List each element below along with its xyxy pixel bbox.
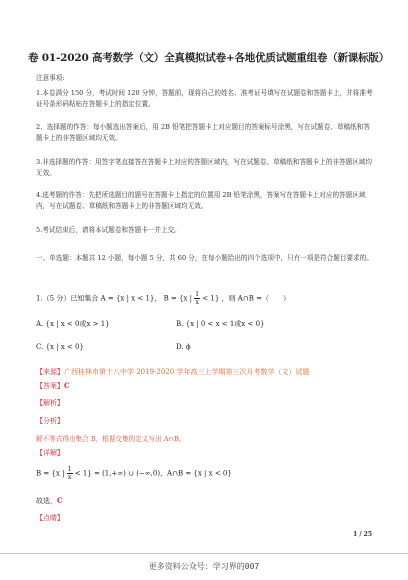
fenxi-text: 解不等式得出集合 B，根据交集的定义写出 A∩B。 <box>36 435 186 443</box>
option-label: C. <box>36 343 44 351</box>
option-a <box>36 319 110 329</box>
fenxi-tag: 【分析】 <box>36 417 64 425</box>
notice-item: 1.本卷满分 150 分，考试时间 120 分钟，答题前，现将自己的姓名、准考证号填写在试题卷和答题卡上，并将准考证号条形码粘贴在答题卡上的指定位置。 <box>36 89 373 108</box>
detail-tag: 【详解】 <box>36 449 64 457</box>
option-text: {x | 0 < x < 1或x < 0} <box>185 320 265 328</box>
selection-line <box>36 496 63 506</box>
footer-divider <box>0 553 408 554</box>
selection-value: C <box>57 496 63 505</box>
notice-item: 4.选考题的作答：先把所选题目的题号在答题卡上指定的位置用 2B 铅笔涂黑，答案写在答题卡上对应的答题区域内，写在试题卷、草稿纸和答题卡上的非答题区域均无效。 <box>36 191 366 210</box>
notice-item: 2、选择题的作答：每小题选出答案后，用 2B 铅笔把答题卡上对应题目的答案标号涂黑，写在试题卷、草稿纸和答题卡上的非答题区域均无效。 <box>36 123 370 142</box>
option-c <box>36 343 84 351</box>
source-line <box>36 367 309 377</box>
page-number: 1 / 25 <box>353 531 372 538</box>
notice-item: 5.考试结束后，请将本试题卷和答题卡一并上交。 <box>36 226 181 234</box>
option-d <box>176 343 191 351</box>
source-text: 广西桂林市第十八中学 2019-2020 学年高三上学期第三次月考数学（文）试题 <box>64 368 310 376</box>
equation-tail: < 1} = (1,+∞) ∪ (−∞,0)，A∩B = {x | x < 0} <box>74 469 232 478</box>
footer-text: 更多资料公众号：学习界的007 <box>148 562 260 571</box>
equation-lead: B = {x | <box>36 469 65 478</box>
option-label: A. <box>36 320 44 328</box>
fraction-numerator: 1 <box>195 291 200 298</box>
set-a: A = {x | x < 1} <box>100 294 155 303</box>
set-b-lead: B = {x | <box>163 294 193 303</box>
set-b-tail: < 1} <box>202 294 220 303</box>
option-b <box>176 319 264 329</box>
selection-text: 故选， <box>36 497 57 505</box>
question-suffix: ，则 A∩B =（ ） <box>221 294 290 303</box>
document-title: 卷 01-2020 高考数学（文）全真模拟试卷+各地优质试题重组卷（新课标版） <box>28 52 390 64</box>
fraction-denominator: x <box>67 474 72 481</box>
answer-tag: 【答案】 <box>36 382 64 390</box>
question-stem: 1.（5 分）已知集合 A = {x | x < 1}， B = {x | $\frac{1}{x}$ < 1} ，则 A∩B =（ ） <box>36 291 290 306</box>
fraction <box>67 466 73 481</box>
section-intro: 一、单选题：本题共 12 小题，每小题 5 分，共 60 分，在每小题给出的四个选项中，只有一项是符合题目要求的。 <box>36 254 373 262</box>
fraction-denominator: x <box>195 299 199 306</box>
notice-item: 3.非选择题的作答：用签字笔直接答在答题卡上对应的答题区域内，写在试题卷、草稿纸和答题卡上的非答题区域均无效。 <box>36 158 372 177</box>
answer-value: C <box>64 381 70 390</box>
tip-tag: 【点睛】 <box>36 514 64 522</box>
source-tag: 【来源】 <box>36 368 64 376</box>
fraction-numerator: 1 <box>67 466 72 473</box>
question-prefix: 1.（5 分）已知集合 <box>36 294 99 303</box>
option-text: {x | x < 0} <box>45 343 84 351</box>
option-text: {x | x < 0或x > 1} <box>45 320 110 328</box>
fraction <box>194 291 200 306</box>
analysis-tag: 【解析】 <box>36 399 64 407</box>
notice-label: 注意事项: <box>36 74 65 82</box>
answer-line <box>36 381 70 391</box>
option-text: ϕ <box>185 343 191 351</box>
solution-equation <box>36 466 232 481</box>
option-label: B. <box>176 320 184 328</box>
option-label: D. <box>176 343 184 351</box>
